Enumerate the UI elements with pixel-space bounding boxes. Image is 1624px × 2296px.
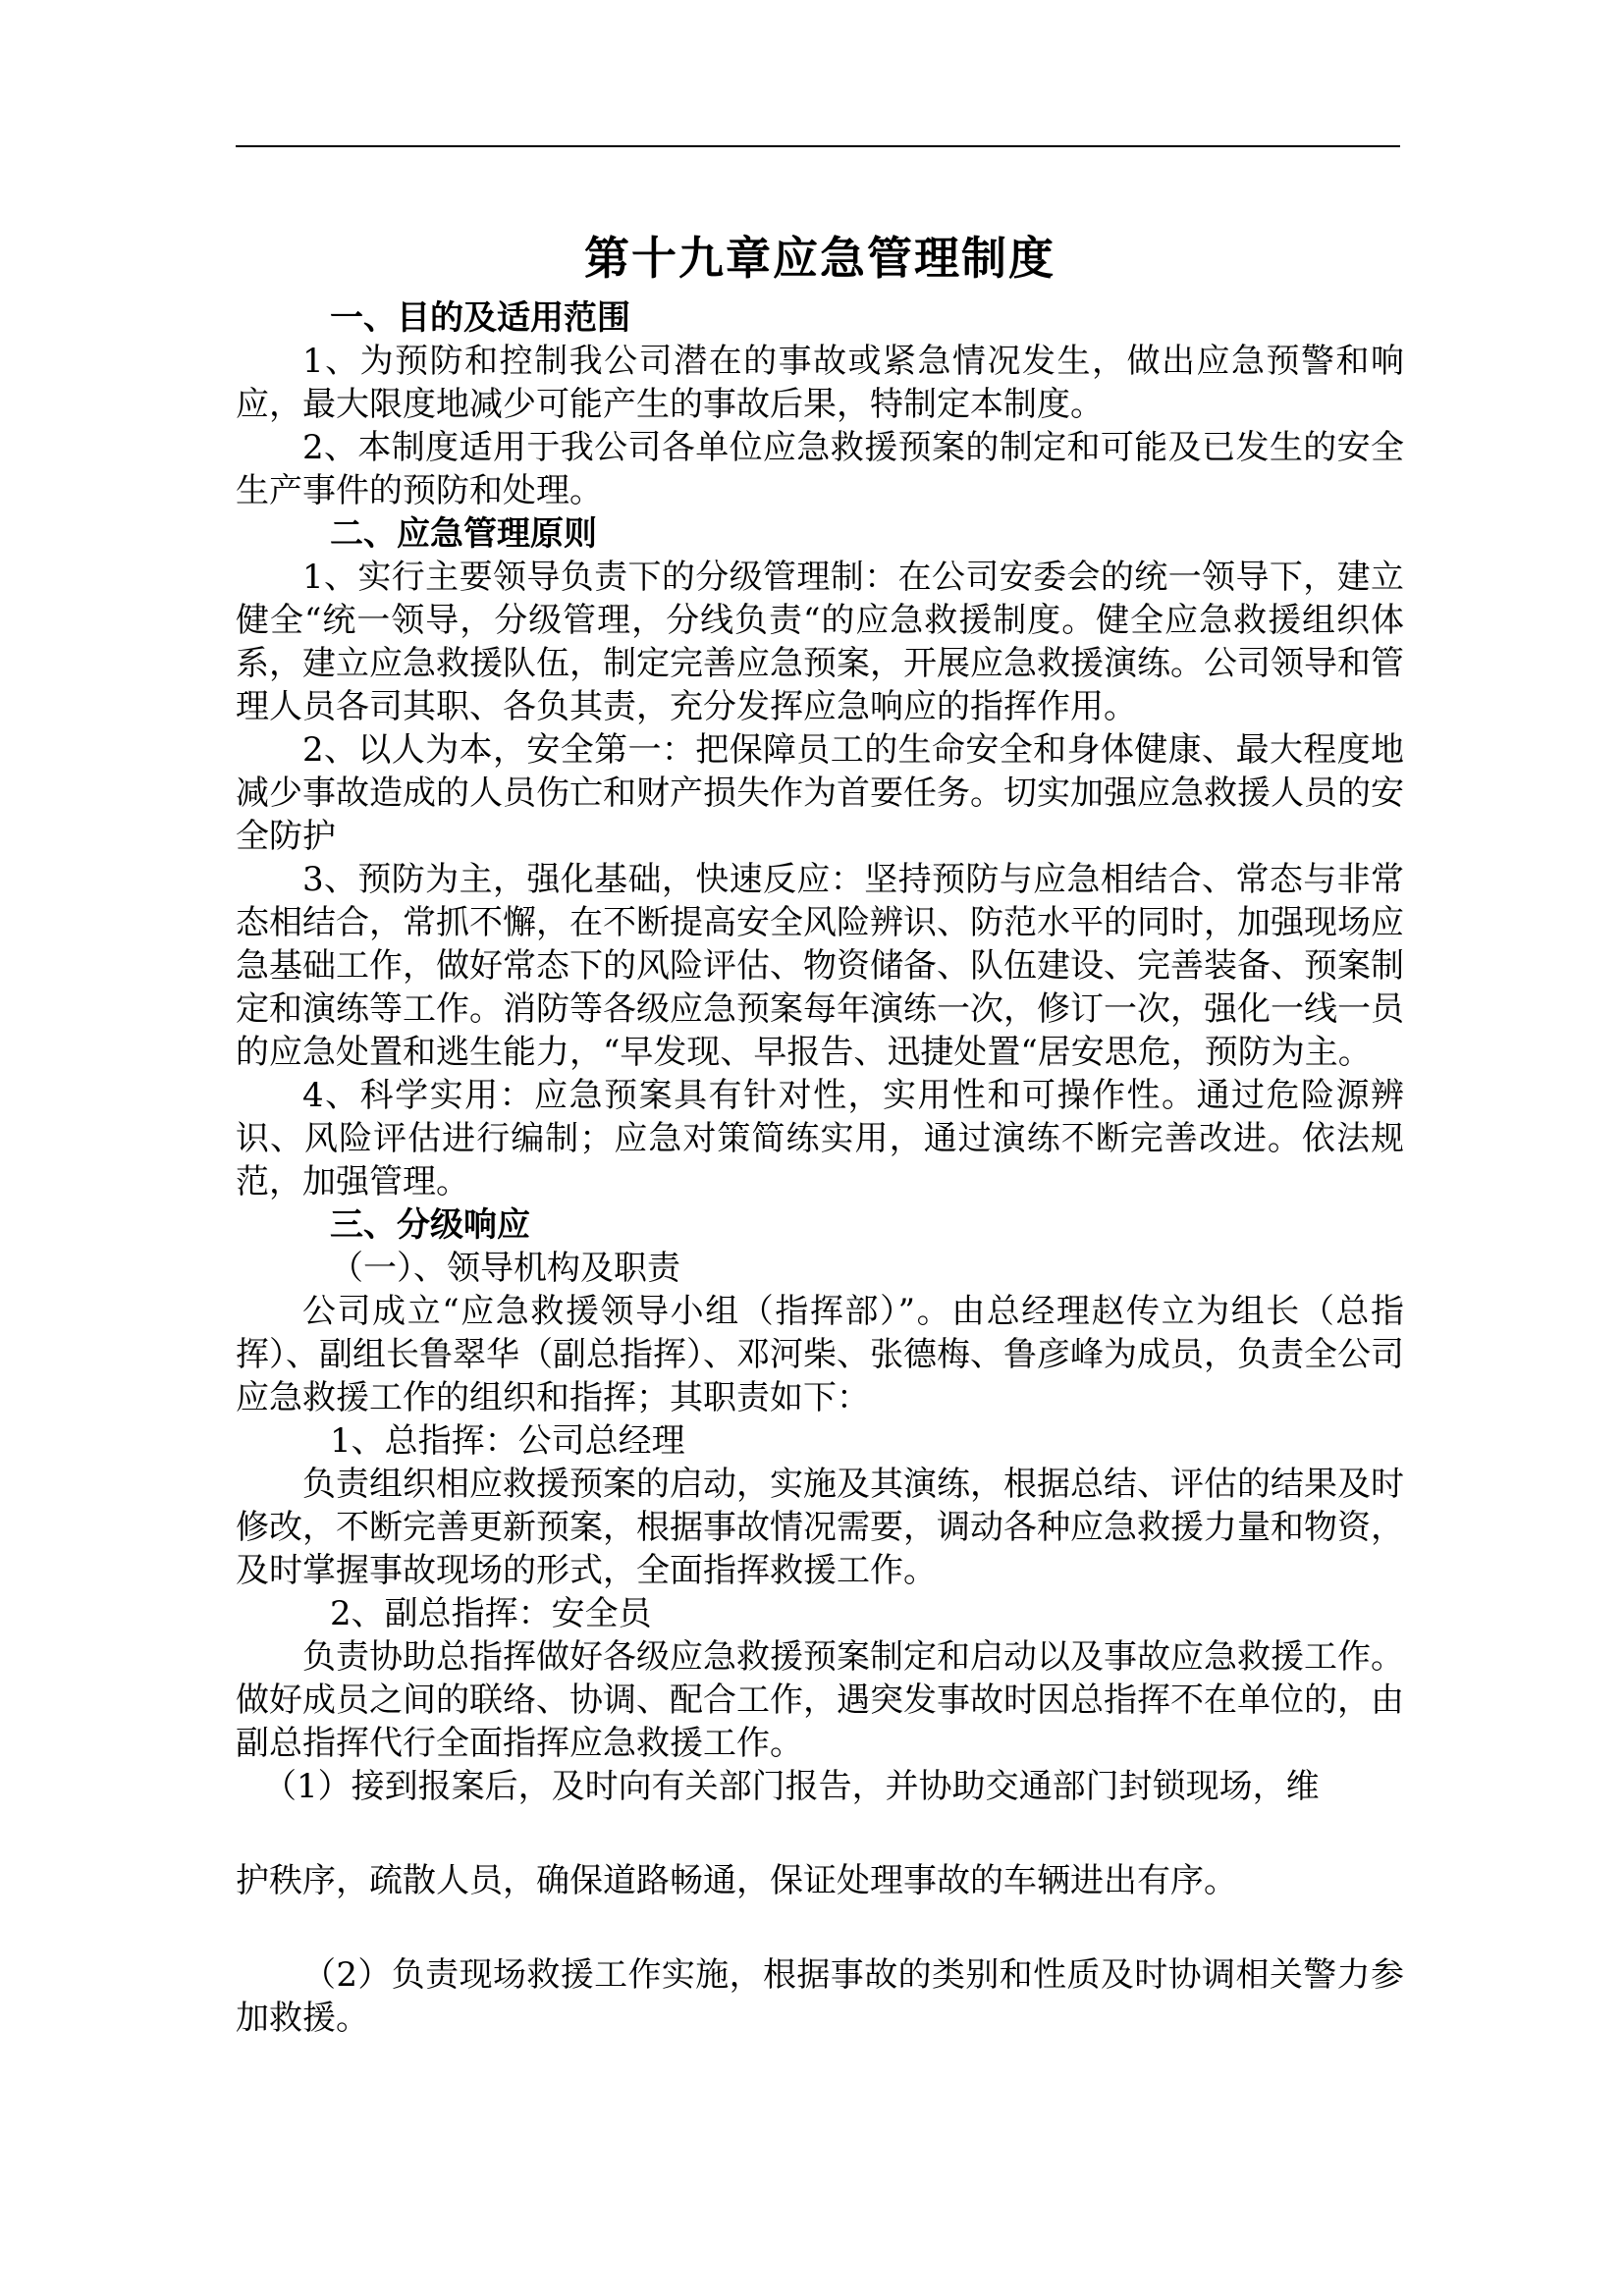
paragraph: 公司成立“应急救援领导小组（指挥部）”。由总经理赵传立为组长（总指挥）、副组长鲁翠华（副总指挥）、邓河柴、张德梅、鲁彦峰为成员，负责全公司应急救援工作的组织和指挥；其职责如下： bbox=[236, 1292, 1404, 1417]
subsection-heading: （一）、领导机构及职责 bbox=[330, 1249, 680, 1288]
role-label: 2、副总指挥：安全员 bbox=[330, 1594, 652, 1633]
list-item-2: （2）负责现场救援工作实施，根据事故的类别和性质及时协调相关警力参加救援。 bbox=[236, 1955, 1404, 2038]
list-item-1: （1）接到报案后，及时向有关部门报告，并协助交通部门封锁现场，维 bbox=[263, 1767, 1320, 1806]
paragraph: 1、为预防和控制我公司潜在的事故或紧急情况发生，做出应急预警和响应，最大限度地减少可能产生的事故后果，特制定本制度。 bbox=[236, 342, 1404, 424]
section-heading-purpose: 一、目的及适用范围 bbox=[330, 298, 630, 338]
role-label: 1、总指挥：公司总经理 bbox=[330, 1421, 685, 1461]
document-title: 第十九章应急管理制度 bbox=[584, 232, 1056, 285]
section-heading-response: 三、分级响应 bbox=[330, 1205, 530, 1245]
role-duty: 负责组织相应救援预案的启动，实施及其演练，根据总结、评估的结果及时修改，不断完善更新预案，根据事故情况需要，调动各种应急救援力量和物资，及时掌握事故现场的形式，全面指挥救援工作。 bbox=[236, 1465, 1404, 1590]
paragraph: 2、以人为本，安全第一：把保障员工的生命安全和身体健康、最大程度地减少事故造成的人员伤亡和财产损失作为首要任务。切实加强应急救援人员的安全防护 bbox=[236, 730, 1404, 856]
section-heading-principles: 二、应急管理原则 bbox=[330, 514, 597, 554]
document-body bbox=[236, 224, 1404, 2040]
header-rule bbox=[236, 145, 1400, 147]
paragraph: 2、本制度适用于我公司各单位应急救援预案的制定和可能及已发生的安全生产事件的预防和处理。 bbox=[236, 428, 1404, 510]
paragraph: 1、实行主要领导负责下的分级管理制：在公司安委会的统一领导下，建立健全“统一领导，分级管理，分线负责“的应急救援制度。健全应急救援组织体系，建立应急救援队伍，制定完善应急预案，开展应急救援演练。公司领导和管理人员各司其职、各负其责，充分发挥应急响应的指挥作用。 bbox=[236, 558, 1404, 726]
paragraph: 3、预防为主，强化基础，快速反应：坚持预防与应急相结合、常态与非常态相结合，常抓不懈，在不断提高安全风险辨识、防范水平的同时，加强现场应急基础工作，做好常态下的风险评估、物资储备、队伍建设、完善装备、预案制定和演练等工作。消防等各级应急预案每年演练一次，修订一次，强化一线一员的应急处置和逃生能力，“早发现、早报告、迅捷处置“居安思危，预防为主。 bbox=[236, 860, 1404, 1072]
paragraph: 4、科学实用：应急预案具有针对性，实用性和可操作性。通过危险源辨识、风险评估进行编制；应急对策简练实用，通过演练不断完善改进。依法规范，加强管理。 bbox=[236, 1076, 1404, 1201]
role-duty: 负责协助总指挥做好各级应急救援预案制定和启动以及事故应急救援工作。做好成员之间的联络、协调、配合工作，遇突发事故时因总指挥不在单位的，由副总指挥代行全面指挥应急救援工作。 bbox=[236, 1637, 1404, 1763]
list-item-1-continued: 护秩序，疏散人员，确保道路畅通，保证处理事故的车辆进出有序。 bbox=[236, 1861, 1237, 1900]
